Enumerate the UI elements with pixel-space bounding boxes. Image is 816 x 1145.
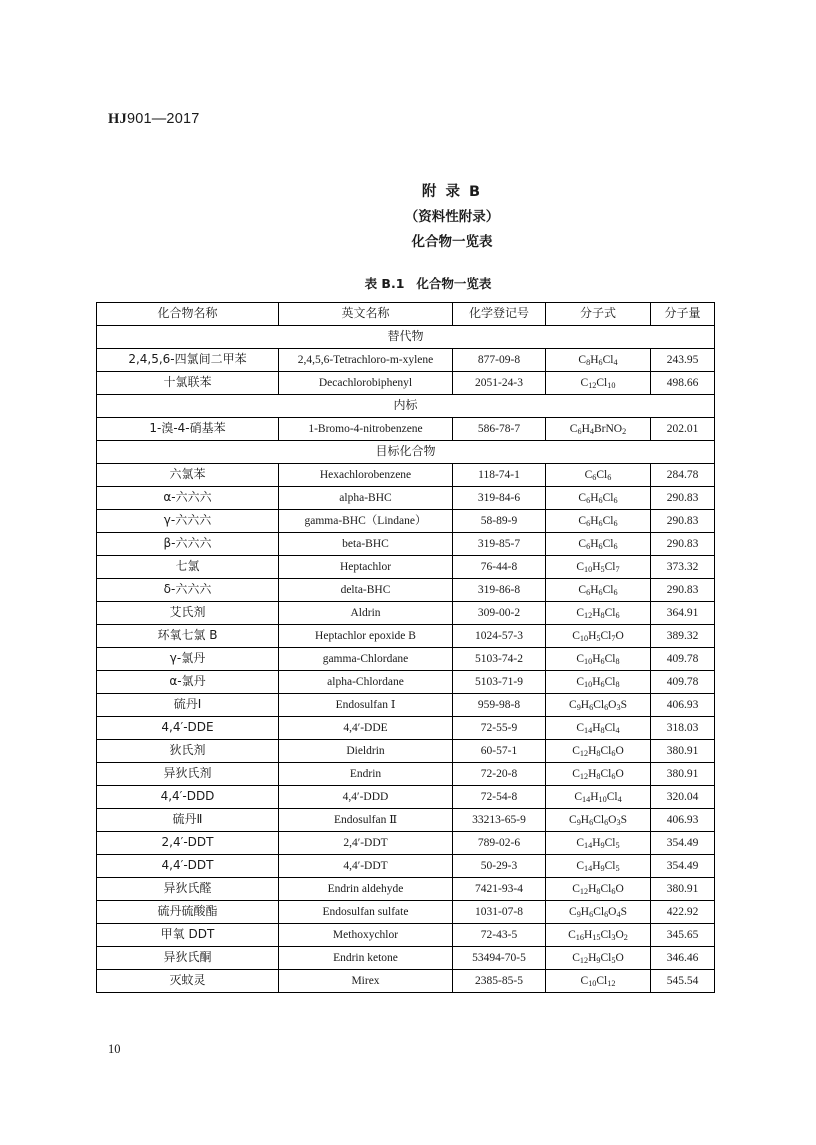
- cell-english-name: Decachlorobiphenyl: [279, 372, 453, 395]
- compound-list-table: [96, 302, 715, 993]
- table-row: [97, 487, 715, 510]
- cell-english-name: Endrin: [279, 763, 453, 786]
- cell-english-name: 4,4′-DDE: [279, 717, 453, 740]
- cell-cas-number: 53494-70-5: [453, 947, 546, 970]
- cell-cas-number: 7421-93-4: [453, 878, 546, 901]
- table-row: [97, 855, 715, 878]
- cell-molecular-weight: 373.32: [651, 556, 715, 579]
- column-header-cas-number: 化学登记号: [453, 303, 546, 326]
- table-row: [97, 694, 715, 717]
- cell-english-name: Mirex: [279, 970, 453, 993]
- cell-chinese-name: α-氯丹: [97, 671, 279, 694]
- cell-cas-number: 118-74-1: [453, 464, 546, 487]
- cell-english-name: Heptachlor epoxide B: [279, 625, 453, 648]
- cell-molecular-weight: 389.32: [651, 625, 715, 648]
- cell-chinese-name: 硫丹Ⅱ: [97, 809, 279, 832]
- column-header-english-name: 英文名称: [279, 303, 453, 326]
- table-row: [97, 809, 715, 832]
- cell-cas-number: 76-44-8: [453, 556, 546, 579]
- table-body: [97, 326, 715, 993]
- cell-molecular-weight: 406.93: [651, 694, 715, 717]
- cell-english-name: Hexachlorobenzene: [279, 464, 453, 487]
- cell-molecular-weight: 354.49: [651, 832, 715, 855]
- cell-cas-number: 5103-74-2: [453, 648, 546, 671]
- cell-molecular-formula: $C_6Cl_6$: [546, 464, 651, 487]
- cell-chinese-name: 甲氧 DDT: [97, 924, 279, 947]
- cell-chinese-name: 1-溴-4-硝基苯: [97, 418, 279, 441]
- column-header-chinese-name: 化合物名称: [97, 303, 279, 326]
- cell-chinese-name: δ-六六六: [97, 579, 279, 602]
- cell-english-name: 2,4,5,6-Tetrachloro-m-xylene: [279, 349, 453, 372]
- table-row: [97, 510, 715, 533]
- cell-molecular-formula: $C_{12}H_8Cl_6O$: [546, 878, 651, 901]
- cell-chinese-name: 七氯: [97, 556, 279, 579]
- cell-chinese-name: 六氯苯: [97, 464, 279, 487]
- cell-chinese-name: 环氧七氯 B: [97, 625, 279, 648]
- table-row: [97, 418, 715, 441]
- cell-molecular-weight: 380.91: [651, 740, 715, 763]
- cell-molecular-weight: 346.46: [651, 947, 715, 970]
- cell-molecular-weight: 380.91: [651, 763, 715, 786]
- page-number: 10: [108, 1042, 121, 1056]
- table-row: [97, 671, 715, 694]
- cell-molecular-weight: 498.66: [651, 372, 715, 395]
- cell-english-name: Endosulfan Ⅰ: [279, 694, 453, 717]
- cell-molecular-formula: $C_{12}H_8Cl_6$: [546, 602, 651, 625]
- cell-english-name: gamma-BHC（Lindane）: [279, 510, 453, 533]
- cell-cas-number: 72-54-8: [453, 786, 546, 809]
- table-row: [97, 349, 715, 372]
- cell-english-name: Methoxychlor: [279, 924, 453, 947]
- cell-chinese-name: β-六六六: [97, 533, 279, 556]
- table-row: [97, 579, 715, 602]
- table-row: [97, 740, 715, 763]
- cell-molecular-formula: $C_{12}Cl_{10}$: [546, 372, 651, 395]
- table-header-row: [97, 303, 715, 326]
- column-header-molecular-formula: 分子式: [546, 303, 651, 326]
- cell-english-name: Endrin ketone: [279, 947, 453, 970]
- cell-cas-number: 72-20-8: [453, 763, 546, 786]
- cell-molecular-formula: $C_{12}H_8Cl_6O$: [546, 740, 651, 763]
- table-caption: [0, 274, 816, 292]
- cell-molecular-formula: $C_{10}H_5Cl_7O$: [546, 625, 651, 648]
- cell-molecular-weight: 290.83: [651, 579, 715, 602]
- cell-cas-number: 319-85-7: [453, 533, 546, 556]
- document-standard-header: [108, 111, 200, 128]
- cell-english-name: 1-Bromo-4-nitrobenzene: [279, 418, 453, 441]
- cell-chinese-name: 狄氏剂: [97, 740, 279, 763]
- cell-molecular-weight: 202.01: [651, 418, 715, 441]
- cell-cas-number: 58-89-9: [453, 510, 546, 533]
- cell-english-name: gamma-Chlordane: [279, 648, 453, 671]
- cell-molecular-weight: 320.04: [651, 786, 715, 809]
- annex-heading-block: [0, 180, 816, 255]
- cell-english-name: alpha-BHC: [279, 487, 453, 510]
- cell-chinese-name: 灭蚊灵: [97, 970, 279, 993]
- cell-english-name: Aldrin: [279, 602, 453, 625]
- cell-molecular-formula: $C_6H_6Cl_6$: [546, 579, 651, 602]
- cell-english-name: 4,4′-DDT: [279, 855, 453, 878]
- cell-molecular-weight: 409.78: [651, 671, 715, 694]
- cell-cas-number: 2385-85-5: [453, 970, 546, 993]
- cell-english-name: alpha-Chlordane: [279, 671, 453, 694]
- cell-english-name: Endosulfan sulfate: [279, 901, 453, 924]
- table-caption-text: 化合物一览表: [416, 276, 492, 291]
- table-row: [97, 924, 715, 947]
- cell-chinese-name: 硫丹Ⅰ: [97, 694, 279, 717]
- cell-molecular-formula: $C_{10}H_6Cl_8$: [546, 648, 651, 671]
- table-row: [97, 717, 715, 740]
- table-section-title: 替代物: [97, 326, 715, 349]
- table-row: [97, 832, 715, 855]
- table-row: [97, 763, 715, 786]
- cell-chinese-name: 4,4′-DDE: [97, 717, 279, 740]
- cell-molecular-formula: $C_6H_4BrNO_2$: [546, 418, 651, 441]
- cell-cas-number: 2051-24-3: [453, 372, 546, 395]
- cell-molecular-weight: 545.54: [651, 970, 715, 993]
- cell-molecular-formula: $C_{10}H_6Cl_8$: [546, 671, 651, 694]
- cell-english-name: beta-BHC: [279, 533, 453, 556]
- cell-molecular-formula: $C_{16}H_{15}Cl_3O_2$: [546, 924, 651, 947]
- cell-chinese-name: 2,4,5,6-四氯间二甲苯: [97, 349, 279, 372]
- cell-molecular-weight: 290.83: [651, 487, 715, 510]
- cell-molecular-formula: $C_9H_6Cl_6O_3S$: [546, 809, 651, 832]
- cell-chinese-name: 4,4′-DDD: [97, 786, 279, 809]
- cell-cas-number: 959-98-8: [453, 694, 546, 717]
- cell-molecular-formula: $C_6H_6Cl_6$: [546, 487, 651, 510]
- cell-chinese-name: 艾氏剂: [97, 602, 279, 625]
- cell-molecular-weight: 243.95: [651, 349, 715, 372]
- cell-molecular-formula: $C_{10}Cl_{12}$: [546, 970, 651, 993]
- cell-english-name: 2,4′-DDT: [279, 832, 453, 855]
- cell-english-name: Dieldrin: [279, 740, 453, 763]
- cell-chinese-name: 异狄氏酮: [97, 947, 279, 970]
- cell-molecular-weight: 284.78: [651, 464, 715, 487]
- cell-chinese-name: 十氯联苯: [97, 372, 279, 395]
- cell-cas-number: 319-86-8: [453, 579, 546, 602]
- cell-molecular-formula: $C_9H_6Cl_6O_3S$: [546, 694, 651, 717]
- cell-molecular-weight: 406.93: [651, 809, 715, 832]
- cell-cas-number: 309-00-2: [453, 602, 546, 625]
- cell-english-name: Endrin aldehyde: [279, 878, 453, 901]
- table-row: [97, 970, 715, 993]
- table-row: [97, 533, 715, 556]
- cell-cas-number: 72-55-9: [453, 717, 546, 740]
- cell-chinese-name: 4,4′-DDT: [97, 855, 279, 878]
- cell-chinese-name: 2,4′-DDT: [97, 832, 279, 855]
- cell-cas-number: 60-57-1: [453, 740, 546, 763]
- cell-molecular-weight: 345.65: [651, 924, 715, 947]
- cell-chinese-name: 硫丹硫酸酯: [97, 901, 279, 924]
- cell-cas-number: 5103-71-9: [453, 671, 546, 694]
- column-header-molecular-weight: 分子量: [651, 303, 715, 326]
- table-row: [97, 947, 715, 970]
- cell-molecular-formula: $C_{12}H_9Cl_5O$: [546, 947, 651, 970]
- cell-molecular-weight: 354.49: [651, 855, 715, 878]
- table-section-row: [97, 395, 715, 418]
- cell-cas-number: 789-02-6: [453, 832, 546, 855]
- cell-molecular-weight: 380.91: [651, 878, 715, 901]
- table-section-row: [97, 326, 715, 349]
- table-section-title: 目标化合物: [97, 441, 715, 464]
- cell-molecular-weight: 290.83: [651, 510, 715, 533]
- cell-molecular-weight: 422.92: [651, 901, 715, 924]
- annex-title: 附 录 B: [421, 184, 483, 200]
- cell-molecular-weight: 364.91: [651, 602, 715, 625]
- table-row: [97, 901, 715, 924]
- cell-molecular-formula: $C_{12}H_8Cl_6O$: [546, 763, 651, 786]
- cell-english-name: 4,4′-DDD: [279, 786, 453, 809]
- cell-molecular-formula: $C_6H_6Cl_6$: [546, 510, 651, 533]
- cell-english-name: Heptachlor: [279, 556, 453, 579]
- table-section-title: 内标: [97, 395, 715, 418]
- cell-english-name: Endosulfan Ⅱ: [279, 809, 453, 832]
- cell-cas-number: 1024-57-3: [453, 625, 546, 648]
- cell-molecular-weight: 318.03: [651, 717, 715, 740]
- cell-cas-number: 319-84-6: [453, 487, 546, 510]
- cell-molecular-formula: $C_8H_6Cl_4$: [546, 349, 651, 372]
- table-row: [97, 648, 715, 671]
- cell-molecular-formula: $C_{14}H_{10}Cl_4$: [546, 786, 651, 809]
- standard-number: 901—2017: [126, 111, 200, 127]
- cell-cas-number: 1031-07-8: [453, 901, 546, 924]
- cell-cas-number: 33213-65-9: [453, 809, 546, 832]
- cell-cas-number: 877-09-8: [453, 349, 546, 372]
- table-header: [97, 303, 715, 326]
- cell-molecular-weight: 290.83: [651, 533, 715, 556]
- cell-english-name: delta-BHC: [279, 579, 453, 602]
- table-row: [97, 464, 715, 487]
- cell-chinese-name: α-六六六: [97, 487, 279, 510]
- standard-prefix: HJ: [108, 111, 127, 127]
- table-row: [97, 786, 715, 809]
- cell-chinese-name: γ-六六六: [97, 510, 279, 533]
- cell-molecular-formula: $C_{10}H_5Cl_7$: [546, 556, 651, 579]
- cell-molecular-formula: $C_9H_6Cl_6O_4S$: [546, 901, 651, 924]
- cell-chinese-name: 异狄氏醛: [97, 878, 279, 901]
- cell-cas-number: 50-29-3: [453, 855, 546, 878]
- cell-chinese-name: γ-氯丹: [97, 648, 279, 671]
- cell-molecular-formula: $C_{14}H_9Cl_5$: [546, 832, 651, 855]
- table-row: [97, 878, 715, 901]
- table-caption-label: 表 B.1: [364, 276, 405, 291]
- table-section-row: [97, 441, 715, 464]
- cell-chinese-name: 异狄氏剂: [97, 763, 279, 786]
- table-row: [97, 372, 715, 395]
- cell-molecular-formula: $C_{14}H_9Cl_5$: [546, 855, 651, 878]
- cell-molecular-formula: $C_6H_6Cl_6$: [546, 533, 651, 556]
- table-row: [97, 625, 715, 648]
- table-row: [97, 556, 715, 579]
- cell-molecular-weight: 409.78: [651, 648, 715, 671]
- cell-cas-number: 72-43-5: [453, 924, 546, 947]
- cell-cas-number: 586-78-7: [453, 418, 546, 441]
- cell-molecular-formula: $C_{14}H_8Cl_4$: [546, 717, 651, 740]
- annex-subject: 化合物一览表: [411, 234, 493, 250]
- table-row: [97, 602, 715, 625]
- annex-kind: （资料性附录）: [404, 209, 500, 225]
